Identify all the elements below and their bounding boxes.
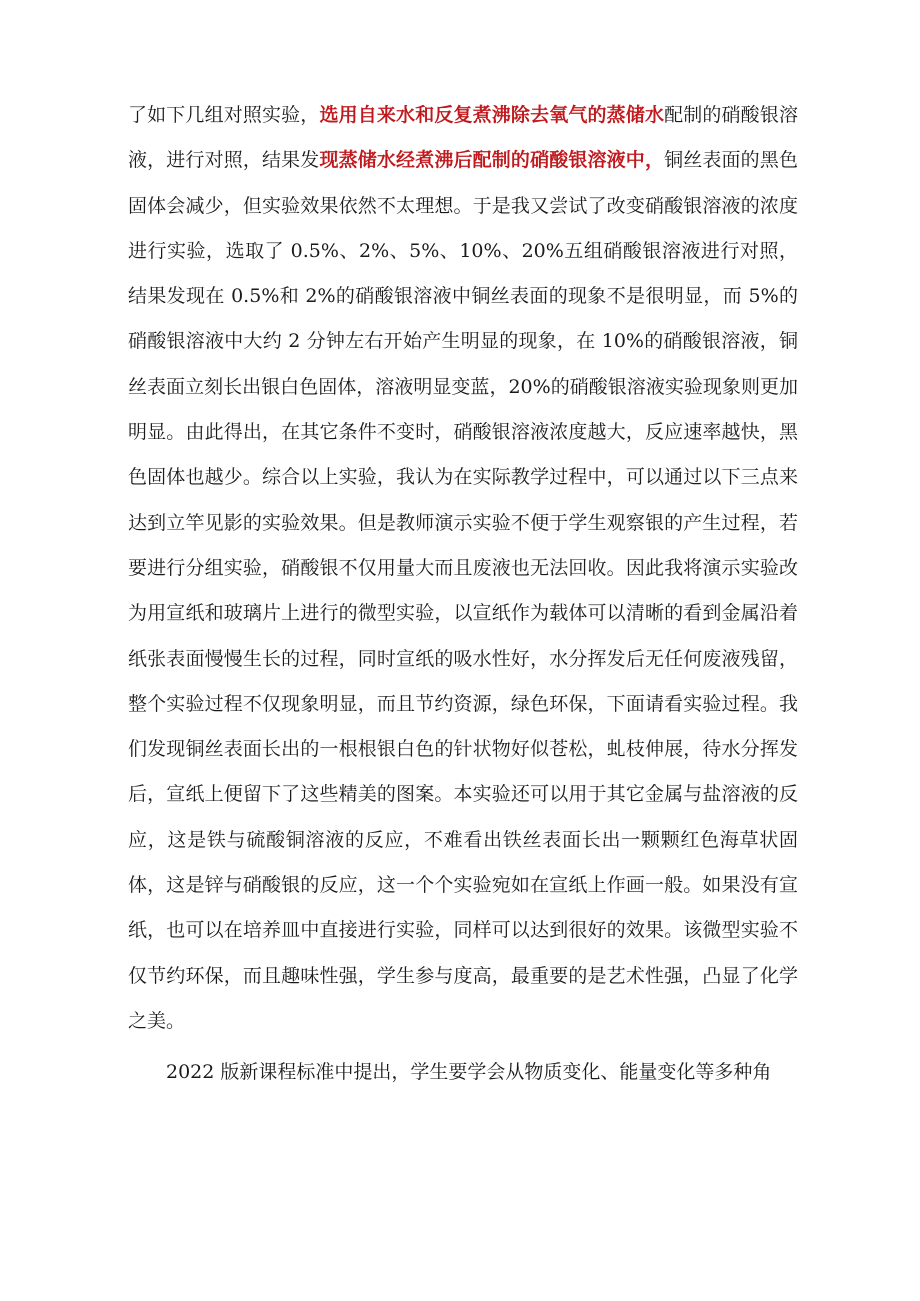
paragraph-text: 铜丝表面的黑色固体会减少，但实验效果依然不太理想。于是我又尝试了改变硝酸银溶液的浓度进行实验，选取了 0.5%、2%、5%、10%、20%五组硝酸银溶液进行对照，结果发现在 0.5%和 2%的硝酸银溶液中铜丝表面的现象不是很明显，而 5%的硝酸银溶液中大约 2 分钟左右开始产生明显的现象，在 10%的硝酸银溶液，铜丝表面立刻长出银白色固体，溶液明显变蓝，20%的硝酸银溶液实验现象则更加明显。由此得出，在其它条件不变时，硝酸银溶液浓度越大，反应速率越快，黑色固体也越少。综合以上实验，我认为在实际教学过程中，可以通过以下三点来达到立竿见影的实验效果。但是教师演示实验不便于学生观察银的产生过程，若要进行分组实验，硝酸银不仅用量大而且废液也无法回收。因此我将演示实验改为用宣纸和玻璃片上进行的微型实验，以宣纸作为载体可以清晰的看到金属沿着纸张表面慢慢生长的过程，同时宣纸的吸水性好，水分挥发后无任何废液残留，整个实验过程不仅现象明显，而且节约资源，绿色环保，下面请看实验过程。我们发现铜丝表面长出的一根根银白色的针状物好似苍松，虬枝伸展，待水分挥发后，宣纸上便留下了这些精美的图案。本实验还可以用于其它金属与盐溶液的反应，这是铁与硫酸铜溶液的反应，不难看出铁丝表面长出一颗颗红色海草状固体，这是锌与硝酸银的反应，这一个个实验宛如在宣纸上作画一般。如果没有宣纸，也可以在培养皿中直接进行实验，同样可以达到很好的效果。该微型实验不仅节约环保，而且趣味性强，学生参与度高，最重要的是艺术性强，凸显了化学之美。	[128, 149, 798, 1032]
paragraph-text: 2022 版新课程标准中提出，学生要学会从物质变化、能量变化等多种角	[166, 1061, 772, 1084]
highlighted-text: 选用自来水和反复煮沸除去氧气的蒸储水	[319, 104, 665, 126]
body-paragraph-1	[128, 93, 798, 1044]
highlighted-text: 现蒸储水经煮沸后配制的硝酸银溶液中，	[319, 149, 665, 172]
paragraph-text: 配制的硝酸银溶液，进行对照，结果发	[128, 104, 798, 172]
paragraph-text: 了如下几组对照实验，	[128, 104, 320, 126]
document-page	[128, 93, 798, 1096]
body-paragraph-2	[128, 1050, 798, 1095]
